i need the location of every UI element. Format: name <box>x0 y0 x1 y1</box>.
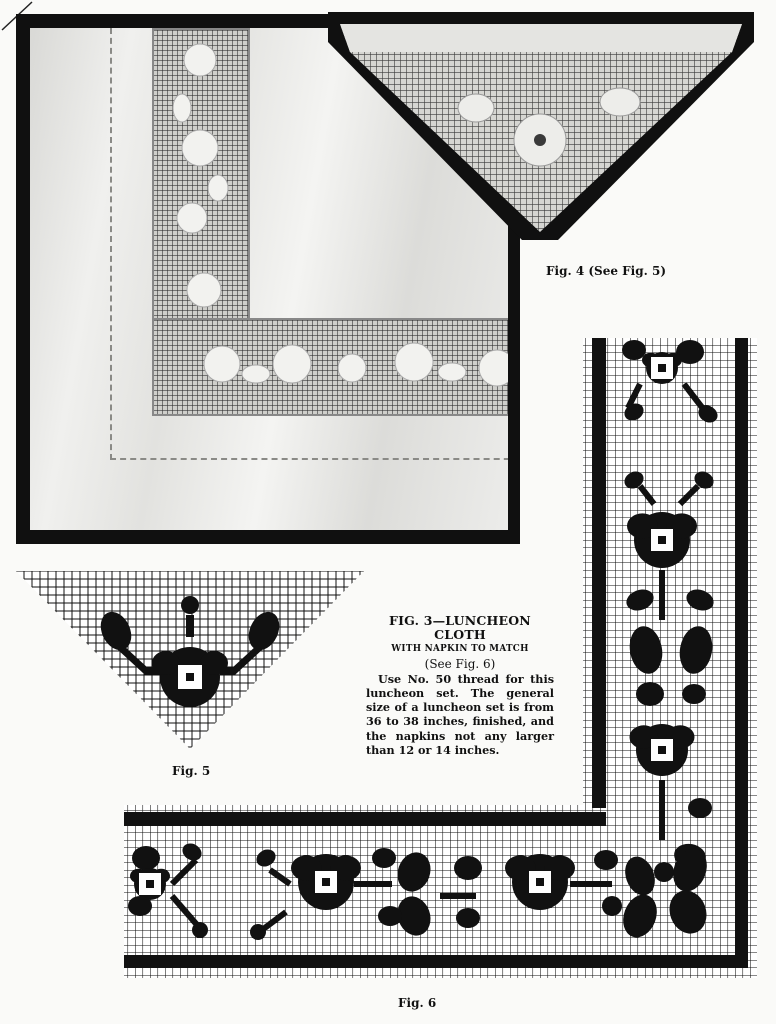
fig4-caption: Fig. 4 (See Fig. 5) <box>546 264 666 278</box>
fig3-subtitle: WITH NAPKIN TO MATCH <box>391 644 529 655</box>
fig5-caption: Fig. 5 <box>172 764 211 778</box>
fig3-see-also: (See Fig. 6) <box>424 656 496 671</box>
fig3-title: FIG. 3—LUNCHEON CLOTH <box>389 613 531 643</box>
fig6-caption: Fig. 6 <box>398 996 437 1010</box>
fig3-body-text: Use No. 50 thread for this luncheon set. The general size of a luncheon set is from 36 to 38 inches, finished, and the napkins not any larger than 12 or 14 inches. <box>366 671 554 757</box>
fig6-grid <box>124 338 757 978</box>
